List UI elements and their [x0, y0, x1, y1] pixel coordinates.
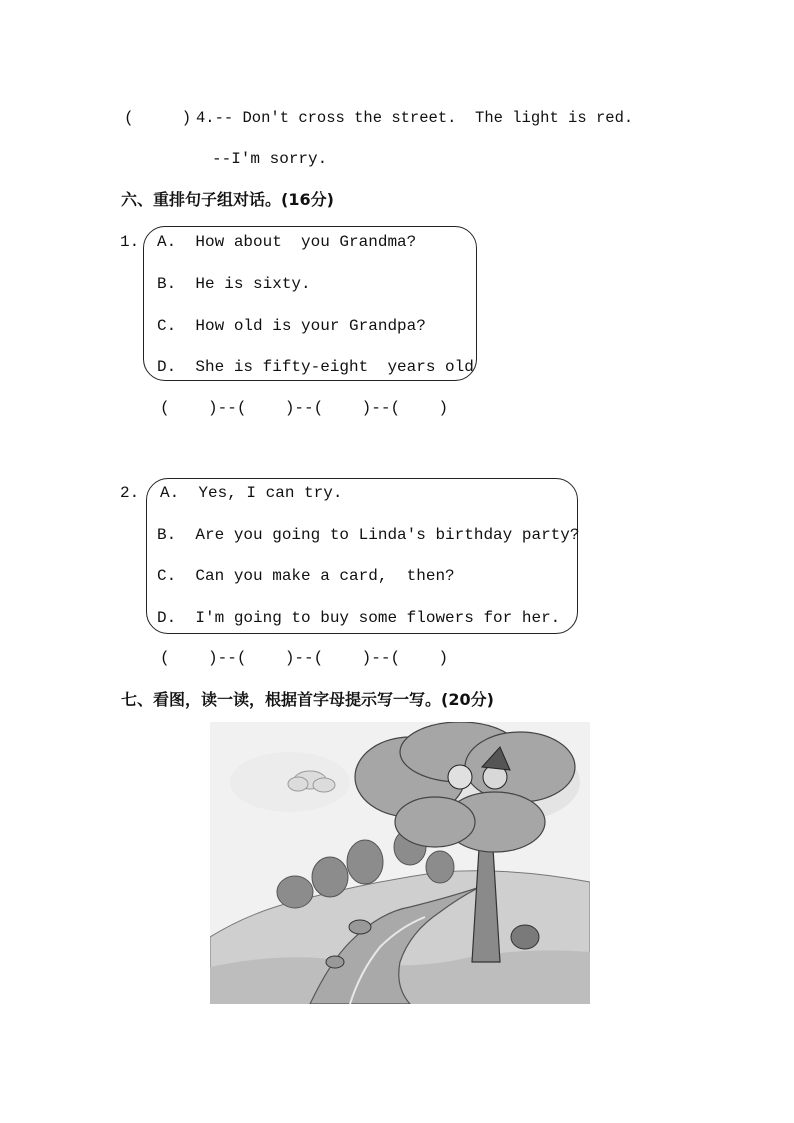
group2-option-b: B. Are you going to Linda's birthday party?: [157, 526, 580, 544]
q4-line2: --I'm sorry.: [212, 150, 328, 168]
group1-option-a: A. How about you Grandma?: [157, 233, 417, 251]
group1-number: 1.: [120, 233, 140, 251]
section7-heading: 七、看图，读一读，根据首字母提示写一写。(20分): [121, 690, 494, 709]
q4-paren: ( ): [124, 109, 192, 127]
group2-option-d: D. I'm going to buy some flowers for her.: [157, 609, 561, 627]
group2-number: 2.: [120, 484, 140, 502]
group1-option-b: B. He is sixty.: [157, 275, 311, 293]
group2-option-a: A. Yes, I can try.: [160, 484, 343, 502]
q4-line1: 4.-- Don't cross the street. The light is red.: [196, 109, 634, 127]
group2-option-c: C. Can you make a card, then?: [157, 567, 455, 585]
rabbit-shape: [511, 925, 539, 949]
group1-answer-blanks[interactable]: ( )--( )--( )--( ): [160, 399, 449, 417]
group1-option-c: C. How old is your Grandpa?: [157, 317, 426, 335]
section6-heading: 六、重排句子组对话。(16分): [121, 190, 334, 209]
group2-answer-blanks[interactable]: ( )--( )--( )--( ): [160, 649, 449, 667]
scene-illustration: [210, 722, 590, 1004]
group1-option-d: D. She is fifty-eight years old: [157, 358, 474, 376]
